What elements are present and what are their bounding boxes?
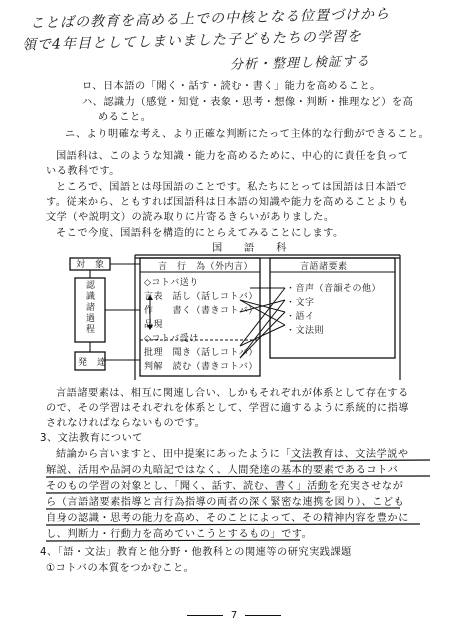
para1-line-3: ところで、国語とは母国語のことです。私たちにとっては国語は日本語で xyxy=(56,182,408,193)
item-ro: ロ、日本語の「聞く・話す・読む・書く」能力を高めること。 xyxy=(82,81,381,92)
diagram-send: ◇コトバ送り xyxy=(144,278,199,288)
diagram-left-top: 対 象 xyxy=(76,260,105,270)
handwritten-line-1: ことばの教育を高める上での中核となる位置づけから xyxy=(29,6,391,32)
item-ha-1: ハ、認識力（感覚・知覚・表象・思考・想像・判断・推理など）を高 xyxy=(82,97,414,108)
section-3-line-2: 解説、活用や品詞の丸暗記ではなく、人間発達の基本的要素であるコトバ xyxy=(46,465,399,476)
section-3-line-4: ら（言語諸要素指導と言行為指導の両者の深く緊密な連携を図り）、こども xyxy=(46,497,405,508)
diagram-right-3: ・語イ xyxy=(286,312,315,322)
para2-line-2: ので、その学習はそれぞれを体系として、学習に適するように系統的に指導 xyxy=(46,403,409,414)
section-3-line-6: し、判断力・行動力を高めていこうとするもの」です。 xyxy=(46,529,313,540)
para1-line-4: す。従来から、ともすれば国語科は日本語の知識や能力を高めることよりも xyxy=(46,197,409,208)
section-4-item: ①コトバの本質をつかむこと。 xyxy=(46,563,195,574)
diagram-write-2: 品現 xyxy=(144,320,164,330)
section-3-title: 3、文法教育について xyxy=(40,433,143,444)
para2-line-3: されなければならないものです。 xyxy=(46,418,206,429)
diagram-title: 国 語 科 xyxy=(212,243,287,254)
section-3-line-1: 結論から言いますと、田中提案にあったように「文法教育は、文法学説や xyxy=(56,449,409,460)
handwritten-line-2: 領で4年目としてしまいました子どもたちの学習を xyxy=(21,28,363,54)
diagram-speak: 言表 話し（話しコトバ） xyxy=(144,292,258,302)
para2-line-1: 言語諸要素は、相互に関連し合い、しかもそれぞれが体系として存在する xyxy=(56,388,409,399)
section-4-title: 4、「語・文法」教育と他分野・他教科との関連等の研究実践課題 xyxy=(40,547,352,558)
page-number xyxy=(0,610,468,621)
diagram-center-head: 言 行 為（外内言） xyxy=(158,262,254,272)
diagram-listen: 批理 聞き（話しコトバ） xyxy=(144,348,258,358)
diagram-left-bot: 発 達 xyxy=(78,358,107,368)
diagram-right-head: 言語諸要素 xyxy=(300,262,348,272)
diagram-receive: ◇コトバ受け xyxy=(144,334,199,344)
para1-line-1: 国語科は、このような知識・能力を高めるために、中心的に責任を負って xyxy=(56,151,409,162)
handwritten-line-3: 分析・整理し検証する xyxy=(229,54,371,73)
diagram-right-4: ・文法則 xyxy=(286,326,325,336)
para1-line-5: 文学（や説明文）の読み取りに片寄るきらいがありました。 xyxy=(46,212,335,223)
diagram-right-2: ・文字 xyxy=(286,298,315,308)
para1-line-2: いる教科です。 xyxy=(46,166,120,177)
section-3-line-5: 自身の認識・思考の能力を高め、そのことによって、その精神内容を豊かに xyxy=(46,513,409,524)
page-number-text: 7 xyxy=(230,610,238,621)
diagram-left-mid: 認識諸過程 xyxy=(86,281,96,335)
para1-line-6: そこで今度、国語科を構造的にとらえてみることにします。 xyxy=(56,228,344,239)
diagram-read: 判解 読む（書きコトバ） xyxy=(144,362,258,372)
item-ha-2: めること。 xyxy=(98,112,152,123)
diagram-write-1: 作 書く（書きコトバ） xyxy=(144,306,258,316)
item-ni: ニ、より明確な考え、より正確な判断にたって主体的な行動ができること。 xyxy=(65,129,430,140)
diagram-right-1: ・音声（音韻その他） xyxy=(286,284,382,294)
section-3-line-3: そのもの学習の対象とし、「聞く、話す、読む、書く」活動を充実させなが xyxy=(46,481,404,492)
